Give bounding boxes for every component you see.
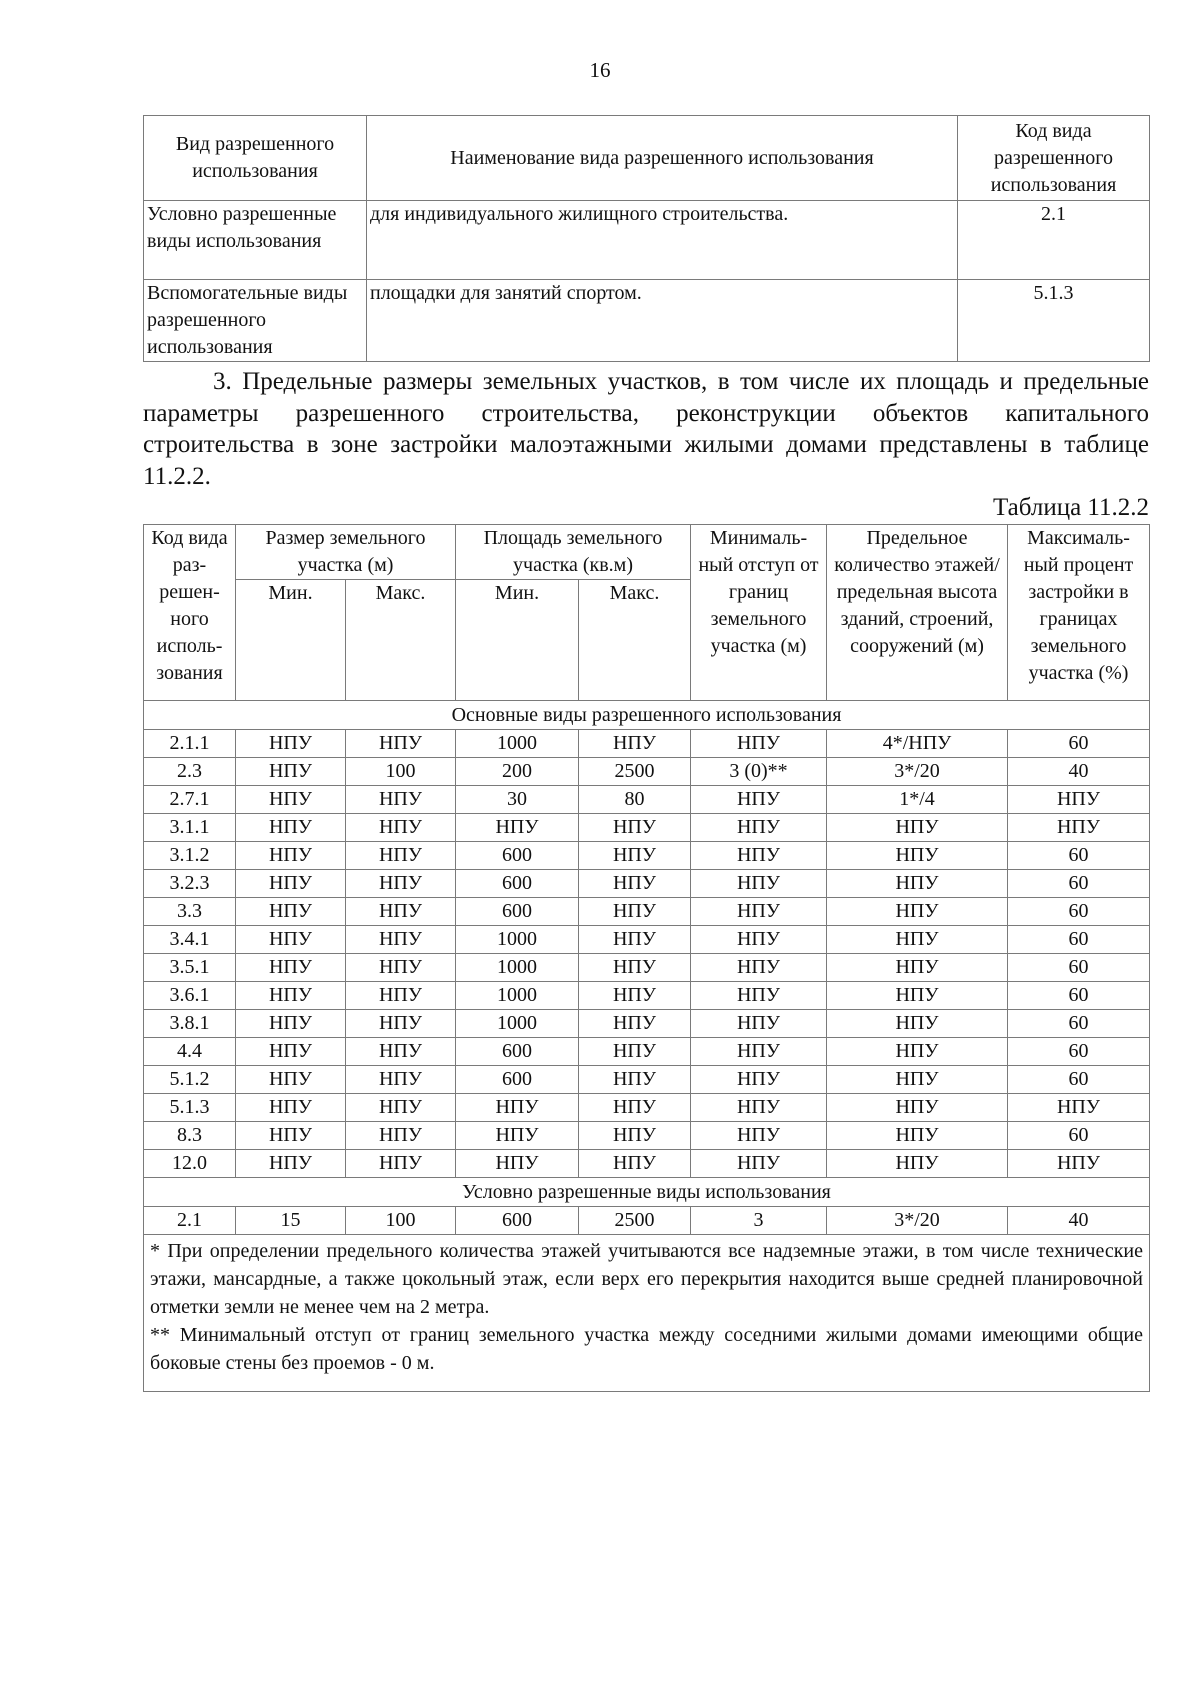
- cell-use-name: для индивидуального жилищного строительства.: [367, 201, 958, 280]
- table-cell: НПУ: [346, 926, 456, 954]
- table-row: [144, 758, 1150, 786]
- table-cell: НПУ: [346, 786, 456, 814]
- table-cell: 60: [1008, 898, 1150, 926]
- table-cell: 40: [1008, 1207, 1150, 1235]
- table-header-row: [144, 116, 1150, 201]
- table-row: [144, 954, 1150, 982]
- table-cell: НПУ: [346, 814, 456, 842]
- table-cell: 3: [691, 1207, 827, 1235]
- table-cell: 3.4.1: [144, 926, 236, 954]
- table-cell: 2500: [579, 1207, 691, 1235]
- footnote-2: ** Минимальный отступ от границ земельного участка между соседними жилыми домами имеющими общие боковые стены без проемов - 0 м.: [150, 1324, 1144, 1374]
- table-cell: НПУ: [827, 1122, 1008, 1150]
- header-floors: Предельное количество этажей/ предельная высота зданий, строений, сооружений (м): [827, 525, 1008, 701]
- table-cell: НПУ: [691, 870, 827, 898]
- table-cell: НПУ: [691, 1066, 827, 1094]
- table-cell: НПУ: [827, 954, 1008, 982]
- table-row: [144, 1207, 1150, 1235]
- table-cell: НПУ: [827, 1150, 1008, 1178]
- table-cell: 4.4: [144, 1038, 236, 1066]
- table-cell: 2.1: [144, 1207, 236, 1235]
- table-cell: 600: [456, 898, 579, 926]
- table-cell: НПУ: [236, 870, 346, 898]
- table-row: [144, 814, 1150, 842]
- table-cell: НПУ: [579, 842, 691, 870]
- table-cell: НПУ: [236, 786, 346, 814]
- header-size-max: Макс.: [346, 580, 456, 701]
- header-use-name: Наименование вида разрешенного использования: [367, 116, 958, 201]
- table-cell: НПУ: [827, 842, 1008, 870]
- table-cell: 60: [1008, 842, 1150, 870]
- permitted-use-table: [143, 115, 1150, 362]
- table-cell: НПУ: [579, 1038, 691, 1066]
- table-cell: НПУ: [691, 1122, 827, 1150]
- table-cell: 3.1.2: [144, 842, 236, 870]
- table-cell: 3.8.1: [144, 1010, 236, 1038]
- table-row: [144, 1038, 1150, 1066]
- table-cell: 3.5.1: [144, 954, 236, 982]
- table-row: [144, 1122, 1150, 1150]
- table-cell: 5.1.3: [144, 1094, 236, 1122]
- body-paragraph: [143, 366, 1149, 492]
- table-cell: НПУ: [346, 1066, 456, 1094]
- table-cell: НПУ: [579, 1010, 691, 1038]
- cell-use-name: площадки для занятий спортом.: [367, 280, 958, 362]
- table-cell: 3.2.3: [144, 870, 236, 898]
- table-cell: 60: [1008, 926, 1150, 954]
- table-cell: НПУ: [346, 870, 456, 898]
- table-cell: НПУ: [236, 1038, 346, 1066]
- header-area-max: Макс.: [579, 580, 691, 701]
- table-cell: НПУ: [827, 814, 1008, 842]
- table-row: [144, 730, 1150, 758]
- table-row: [144, 982, 1150, 1010]
- table-header-row: [144, 525, 1150, 580]
- table-cell: 80: [579, 786, 691, 814]
- table-cell: 60: [1008, 1122, 1150, 1150]
- table-cell: НПУ: [691, 842, 827, 870]
- table-cell: 600: [456, 842, 579, 870]
- table-row: [144, 280, 1150, 362]
- table-row: [144, 201, 1150, 280]
- table-cell: 40: [1008, 758, 1150, 786]
- header-area: Площадь земельного участка (кв.м): [456, 525, 691, 580]
- header-area-min: Мин.: [456, 580, 579, 701]
- table-cell: НПУ: [691, 786, 827, 814]
- paragraph-text: 3. Предельные размеры земельных участков, в том числе их площадь и предельные параметры разрешенного строительства, реконструкции объектов капитального строительства в зоне застройки малоэтажными жилыми домами представлены в таблице 11.2.2.: [143, 368, 1149, 490]
- table-cell: 60: [1008, 982, 1150, 1010]
- table-cell: 4*/НПУ: [827, 730, 1008, 758]
- table-cell: 60: [1008, 730, 1150, 758]
- table-cell: НПУ: [456, 1122, 579, 1150]
- table-cell: 60: [1008, 954, 1150, 982]
- cell-use-type: Условно разрешенные виды использования: [144, 201, 367, 280]
- section-row-main: [144, 701, 1150, 730]
- table-cell: НПУ: [236, 926, 346, 954]
- table-cell: НПУ: [236, 898, 346, 926]
- table-cell: НПУ: [346, 982, 456, 1010]
- footnotes: [144, 1235, 1150, 1392]
- cell-use-code: 5.1.3: [958, 280, 1150, 362]
- table-cell: НПУ: [579, 898, 691, 926]
- table-cell: НПУ: [827, 898, 1008, 926]
- table-cell: НПУ: [579, 926, 691, 954]
- table-cell: НПУ: [579, 1066, 691, 1094]
- table-cell: 15: [236, 1207, 346, 1235]
- table-cell: НПУ: [691, 898, 827, 926]
- table-cell: НПУ: [236, 1010, 346, 1038]
- table-cell: НПУ: [579, 954, 691, 982]
- table-cell: НПУ: [346, 898, 456, 926]
- table-cell: НПУ: [346, 1122, 456, 1150]
- section-label: Основные виды разрешенного использования: [144, 701, 1150, 730]
- table-cell: 200: [456, 758, 579, 786]
- limits-table: [143, 524, 1150, 1392]
- header-use-code: Код вида разрешенного использования: [958, 116, 1150, 201]
- table-cell: 60: [1008, 1010, 1150, 1038]
- table-cell: НПУ: [456, 1094, 579, 1122]
- table-cell: НПУ: [691, 1094, 827, 1122]
- table-cell: НПУ: [456, 814, 579, 842]
- table-cell: 2500: [579, 758, 691, 786]
- table-row: [144, 870, 1150, 898]
- table-caption: Таблица 11.2.2: [993, 494, 1149, 521]
- table-cell: 600: [456, 870, 579, 898]
- table-cell: НПУ: [236, 954, 346, 982]
- table-cell: НПУ: [579, 870, 691, 898]
- table-cell: 1000: [456, 730, 579, 758]
- header-size-min: Мин.: [236, 580, 346, 701]
- table-cell: НПУ: [691, 954, 827, 982]
- table-cell: НПУ: [236, 1150, 346, 1178]
- table-cell: 60: [1008, 1038, 1150, 1066]
- table-cell: НПУ: [346, 954, 456, 982]
- table-cell: НПУ: [236, 1066, 346, 1094]
- table-cell: НПУ: [827, 1066, 1008, 1094]
- page-number: 16: [589, 58, 611, 82]
- table-row: [144, 898, 1150, 926]
- table-cell: 60: [1008, 1066, 1150, 1094]
- table-cell: 2.7.1: [144, 786, 236, 814]
- table-cell: 3.6.1: [144, 982, 236, 1010]
- table-cell: НПУ: [827, 982, 1008, 1010]
- table-cell: НПУ: [236, 730, 346, 758]
- table-cell: НПУ: [691, 1038, 827, 1066]
- table-cell: НПУ: [691, 1150, 827, 1178]
- section-row-conditional: [144, 1178, 1150, 1207]
- table-cell: 600: [456, 1207, 579, 1235]
- table-row: [144, 1010, 1150, 1038]
- header-percent: Максималь- ный процент застройки в границах земельного участка (%): [1008, 525, 1150, 701]
- table-cell: НПУ: [346, 842, 456, 870]
- table-cell: НПУ: [691, 982, 827, 1010]
- table-row: [144, 1094, 1150, 1122]
- table-cell: НПУ: [236, 982, 346, 1010]
- table-cell: 100: [346, 758, 456, 786]
- table-cell: НПУ: [579, 730, 691, 758]
- table-cell: НПУ: [579, 814, 691, 842]
- table-cell: НПУ: [579, 1150, 691, 1178]
- table-cell: 100: [346, 1207, 456, 1235]
- table-cell: НПУ: [827, 926, 1008, 954]
- table-cell: НПУ: [346, 1094, 456, 1122]
- table-cell: 8.3: [144, 1122, 236, 1150]
- table-cell: НПУ: [236, 1122, 346, 1150]
- table-cell: НПУ: [346, 1010, 456, 1038]
- table-cell: НПУ: [827, 870, 1008, 898]
- table-cell: НПУ: [1008, 786, 1150, 814]
- table-cell: НПУ: [691, 926, 827, 954]
- header-setback: Минималь- ный отступ от границ земельного участка (м): [691, 525, 827, 701]
- table-cell: 5.1.2: [144, 1066, 236, 1094]
- table-cell: 1000: [456, 926, 579, 954]
- table-cell: НПУ: [827, 1010, 1008, 1038]
- table-cell: НПУ: [1008, 814, 1150, 842]
- table-row: [144, 926, 1150, 954]
- table-cell: НПУ: [346, 1150, 456, 1178]
- table-cell: 12.0: [144, 1150, 236, 1178]
- table-cell: НПУ: [579, 1094, 691, 1122]
- header-code: Код вида раз- решен- ного исполь- зования: [144, 525, 236, 701]
- header-size: Размер земельного участка (м): [236, 525, 456, 580]
- table-cell: 3.3: [144, 898, 236, 926]
- table-row: [144, 1150, 1150, 1178]
- table-cell: НПУ: [1008, 1150, 1150, 1178]
- table-cell: НПУ: [346, 1038, 456, 1066]
- table-cell: НПУ: [346, 730, 456, 758]
- table-cell: НПУ: [236, 1094, 346, 1122]
- table-row: [144, 786, 1150, 814]
- table-cell: 1000: [456, 954, 579, 982]
- table-cell: НПУ: [691, 814, 827, 842]
- table-cell: 30: [456, 786, 579, 814]
- table-cell: 60: [1008, 870, 1150, 898]
- table-cell: 1000: [456, 982, 579, 1010]
- table-cell: 2.3: [144, 758, 236, 786]
- header-use-type: Вид разрешенного использования: [144, 116, 367, 201]
- table-row: [144, 842, 1150, 870]
- section-label: Условно разрешенные виды использования: [144, 1178, 1150, 1207]
- table-cell: НПУ: [236, 842, 346, 870]
- table-cell: 600: [456, 1066, 579, 1094]
- table-cell: 3 (0)**: [691, 758, 827, 786]
- cell-use-code: 2.1: [958, 201, 1150, 280]
- table-cell: 2.1.1: [144, 730, 236, 758]
- table-cell: 600: [456, 1038, 579, 1066]
- table-cell: НПУ: [827, 1038, 1008, 1066]
- table-cell: НПУ: [456, 1150, 579, 1178]
- table-cell: 1000: [456, 1010, 579, 1038]
- table-cell: НПУ: [236, 814, 346, 842]
- footnote-1: * При определении предельного количества этажей учитываются все надземные этажи, в том числе технические этажи, мансардные, а также цокольный этаж, если верх его перекрытия находится выше средней планировочной отметки земли не менее чем на 2 метра.: [150, 1240, 1144, 1318]
- table-row: [144, 1066, 1150, 1094]
- table-cell: НПУ: [579, 982, 691, 1010]
- table-cell: НПУ: [691, 730, 827, 758]
- table-cell: 1*/4: [827, 786, 1008, 814]
- table-cell: 3.1.1: [144, 814, 236, 842]
- table-cell: НПУ: [579, 1122, 691, 1150]
- table-cell: 3*/20: [827, 1207, 1008, 1235]
- table-cell: НПУ: [236, 758, 346, 786]
- table-cell: НПУ: [827, 1094, 1008, 1122]
- table-cell: 3*/20: [827, 758, 1008, 786]
- table-cell: НПУ: [1008, 1094, 1150, 1122]
- table-cell: НПУ: [691, 1010, 827, 1038]
- cell-use-type: Вспомогательные виды разрешенного использования: [144, 280, 367, 362]
- notes-row: [144, 1235, 1150, 1392]
